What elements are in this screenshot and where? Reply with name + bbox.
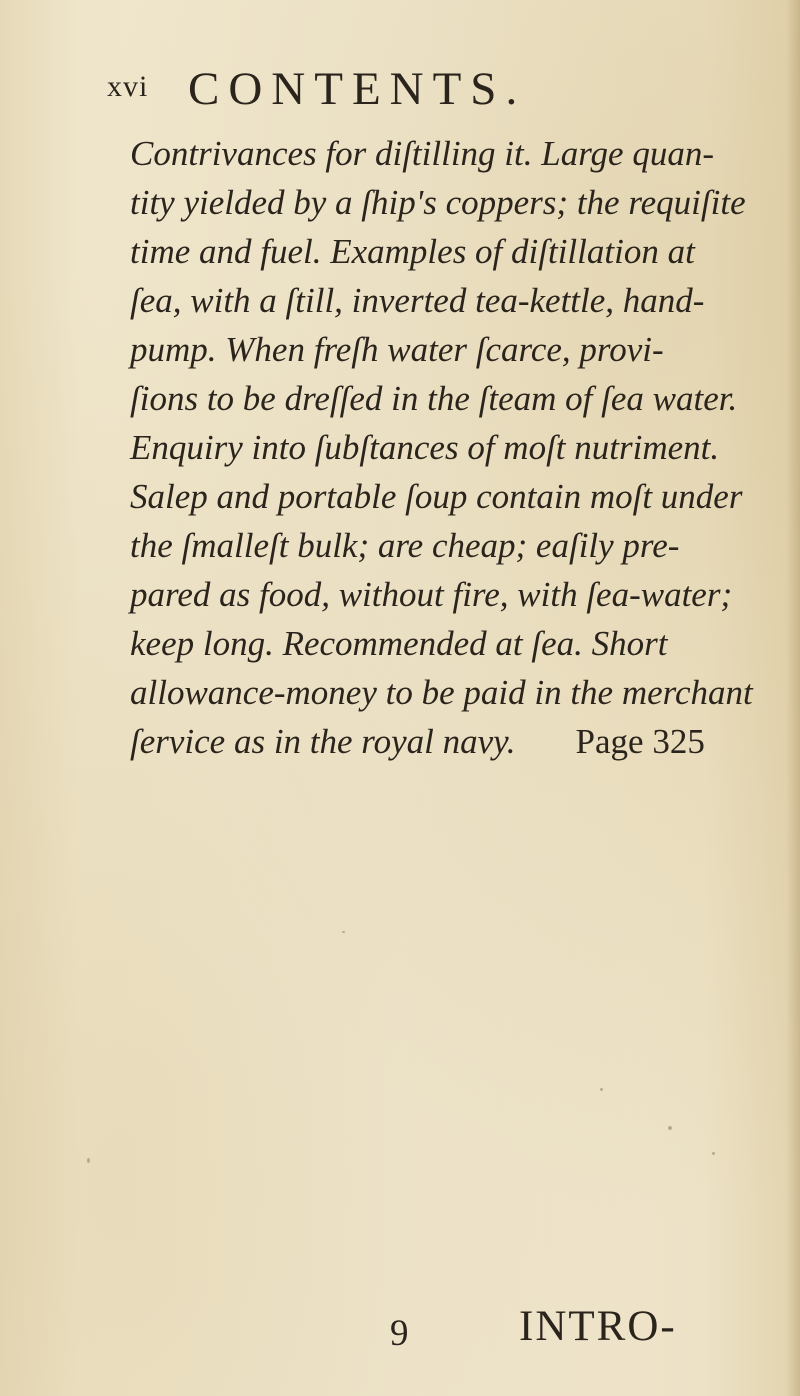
text-line: ſea, with a ſtill, inverted tea-kettle, hand-: [130, 281, 705, 320]
page-edge-shadow: [786, 0, 800, 1396]
folio-number: xvi: [107, 70, 149, 103]
text-line: ſions to be dreſſed in the ſteam of ſea water.: [130, 379, 738, 418]
text-line: tity yielded by a ſhip's coppers; the requiſite: [130, 183, 746, 222]
text-line: pared as food, without fire, with ſea-water;: [130, 575, 733, 614]
text-line: the ſmalleſt bulk; are cheap; eaſily pre-: [130, 526, 680, 565]
signature-mark: 9: [390, 1313, 409, 1354]
catchword: INTRO-: [519, 1303, 677, 1350]
page-reference: Page 325: [575, 722, 705, 761]
text-line: Enquiry into ſubſtances of moſt nutriment.: [130, 428, 720, 467]
text-line: allowance-money to be paid in the merchant: [130, 673, 753, 712]
text-line: pump. When freſh water ſcarce, provi-: [130, 330, 664, 369]
text-line: time and fuel. Examples of diſtillation at: [130, 232, 695, 271]
text-line: keep long. Recommended at ſea. Short: [130, 624, 668, 663]
last-line-text: ſervice as in the royal navy.: [130, 722, 516, 761]
running-head: CONTENTS.: [188, 63, 527, 115]
text-line-last: [130, 724, 705, 759]
text-line: Contrivances for diſtilling it. Large quan-: [130, 134, 714, 173]
text-line: Salep and portable ſoup contain moſt under: [130, 477, 743, 516]
